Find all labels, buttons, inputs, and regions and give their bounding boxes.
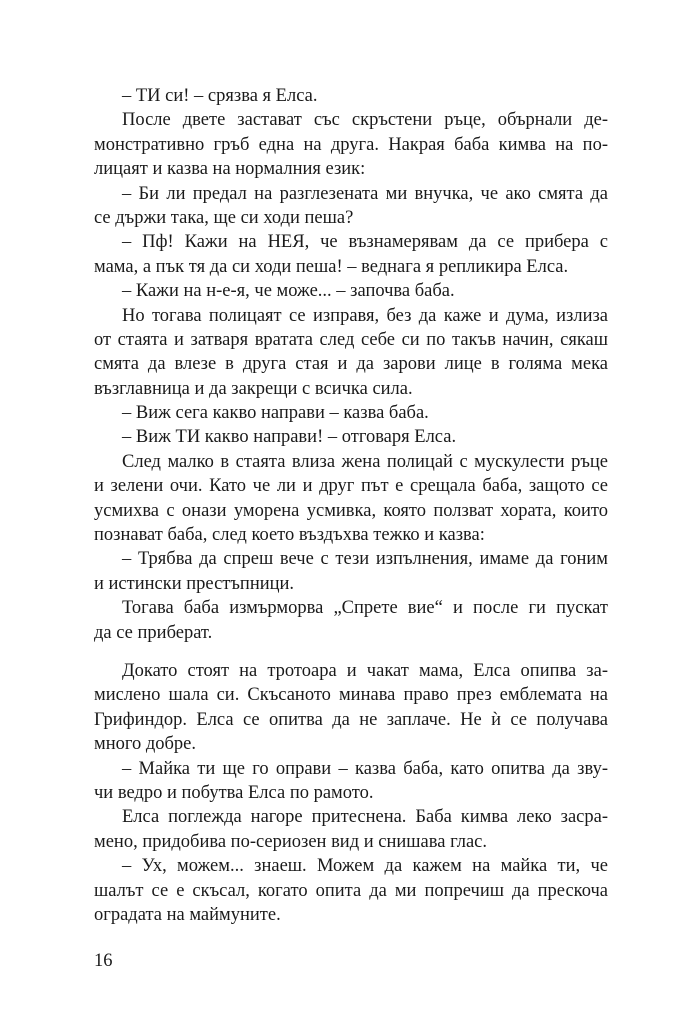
text-line: Но тогава полицаят се изправя, без да каже и дума, излиза [122,305,608,326]
text-section-2 [94,659,608,927]
text-line: Грифиндор. Елса се опитва да не заплаче. Не ѝ се получава [94,709,608,730]
text-line: мено, придобива по-сериозен вид и снишава глас. [94,831,487,852]
text-line: Елса поглежда нагоре притеснена. Баба кимва леко засра- [122,807,608,828]
text-line: монстративно гръб една на друга. Накрая баба кимва на по- [94,134,608,155]
text-line: шалът се е скъсал, когато опита да ми попречиш да прескоча [94,880,608,901]
text-line: – Кажи на н-е-я, че може... – започва баба. [122,281,455,302]
text-section-1 [94,84,608,645]
text-line: чи ведро и побутва Елса по рамото. [94,782,374,803]
text-line: смята да влезе в друга стая и да зарови лице в голяма мека [94,354,608,375]
text-line: да се приберат. [94,622,213,643]
text-line: лицаят и казва на нормалния език: [94,159,366,180]
text-line: и зелени очи. Като че ли и друг път е срещала баба, защото се [94,476,608,497]
text-line: После двете застават със скръстени ръце, обърнали де- [122,110,608,131]
text-line: възглавница и да закрещи с всичка сила. [94,378,413,399]
text-line: – Би ли предал на разглезената ми внучка, че ако смята да [122,183,608,204]
text-line: и истински престъпници. [94,573,295,594]
text-line: Тогава баба измърморва „Спрете вие“ и после ги пускат [122,598,608,619]
text-line: – Виж сега какво направи – казва баба. [122,403,429,424]
text-line: оградата на маймуните. [94,904,281,925]
text-line: Докато стоят на тротоара и чакат мама, Елса опипва за- [122,661,608,681]
page-number: 16 [94,951,113,971]
text-line: – Пф! Кажи на НЕЯ, че възнамерявам да се прибера с [122,232,608,253]
text-line: – Майка ти ще го оправи – казва баба, като опитва да зву- [122,758,608,779]
text-line: усмихва с онази уморена усмивка, която ползват хората, които [94,500,608,521]
text-line: мислено шала си. Скъсаното минава право през емблемата на [94,685,608,706]
text-line: от стаята и затваря вратата след себе си по такъв начин, сякаш [94,329,608,350]
text-line: се държи така, ще си ходи пеша? [94,207,354,228]
text-line: много добре. [94,734,197,755]
text-line: мама, а пък тя да си ходи пеша! – веднага я репликира Елса. [94,256,569,277]
text-line: – ТИ си! – срязва я Елса. [122,86,318,106]
text-line: След малко в стаята влиза жена полицай с мускулести ръце [122,451,608,472]
text-line: – Виж ТИ какво направи! – отговаря Елса. [122,427,457,448]
text-line: – Ух, можем... знаеш. Можем да кажем на майка ти, че [122,856,608,877]
text-line: познават баба, след което въздъхва тежко и казва: [94,525,485,546]
text-line: – Трябва да спреш вече с тези изпълнения, имаме да гоним [122,549,608,570]
